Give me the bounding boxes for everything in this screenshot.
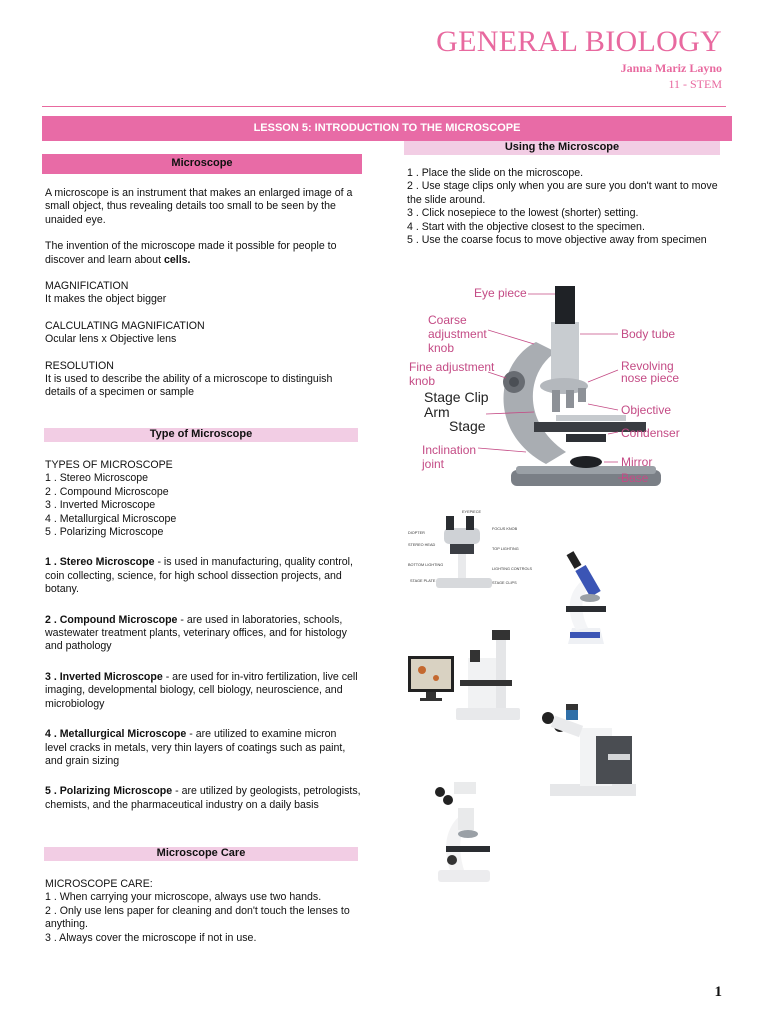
lesson-banner: LESSON 5: INTRODUCTION TO THE MICROSCOPE	[42, 116, 732, 141]
label-eye-piece: Eye piece	[474, 286, 527, 300]
resolution-title: RESOLUTION	[45, 359, 114, 372]
label-revolving-1: Revolving	[621, 359, 674, 373]
fine-knob-shape	[509, 377, 519, 387]
stereo-label-bottom-light: BOTTOM LIGHTING	[408, 563, 444, 567]
list-item: 2 . Only use lens paper for cleaning and don't touch the lenses to anything.	[45, 904, 350, 931]
stereo-label-focus: FOCUS KNOB	[492, 527, 518, 531]
metallurgical-microscope-image	[536, 702, 640, 800]
cells-emphasis: cells.	[163, 253, 191, 266]
types-title: TYPES OF MICROSCOPE	[45, 459, 173, 471]
care-title: MICROSCOPE CARE:	[45, 878, 153, 890]
page-number: 1	[714, 984, 722, 1000]
inverted-description: 3 . Inverted Microscope - are used for in-vitro fertilization, live cell imaging, developmental biology, cell biology, neuroscience, and microbiology	[45, 670, 358, 710]
care-list	[45, 891, 361, 945]
magnification-title: MAGNIFICATION	[45, 280, 129, 293]
document-title: GENERAL BIOLOGY	[436, 25, 722, 58]
invention-text: The invention of the microscope made it possible for people to discover and learn about cells.	[45, 240, 337, 266]
eyepiece-shape	[555, 286, 575, 324]
resolution-text: It is used to describe the ability of a microscope to distinguish details of a specimen or sample	[45, 373, 333, 399]
class-section: 11 - STEM	[668, 77, 722, 91]
list-item: 5 . Polarizing Microscope	[45, 526, 164, 539]
polarizing-description: 5 . Polarizing Microscope - are utilized by geologists, petrologists, chemists, and the pharmaceutical industry on a daily basis	[45, 785, 361, 811]
stereo-microscope-image	[406, 506, 533, 594]
label-objective: Objective	[621, 403, 672, 417]
using-heading: Using the Microscope	[404, 141, 720, 155]
using-steps	[407, 167, 723, 247]
label-condenser: Condenser	[621, 426, 680, 440]
calc-text: Ocular lens x Objective lens	[45, 333, 177, 346]
objective-shape	[578, 388, 586, 402]
label-mirror: Mirror	[621, 455, 653, 469]
microscope-heading: Microscope	[42, 154, 362, 174]
magnification-text: It makes the object bigger	[45, 293, 167, 306]
stereo-label-diopter: DIOPTER	[408, 531, 425, 535]
care-heading: Microscope Care	[44, 847, 358, 861]
label-stage: Stage	[449, 418, 486, 434]
label-inclination-2: joint	[422, 457, 445, 471]
inverted-microscope-image	[406, 628, 524, 724]
metallurgical-description: 4 . Metallurgical Microscope - are utilized to examine micron level cracks in metals, very thin layers of coatings such as paint, and grain sizing	[45, 728, 346, 767]
list-item: 3 . Click nosepiece to the lowest (shorter) setting.	[407, 207, 639, 220]
list-item: 4 . Metallurgical Microscope	[45, 512, 177, 525]
label-stage-clip: Stage Clip	[424, 389, 489, 405]
types-heading: Type of Microscope	[44, 428, 358, 442]
microscope-intro	[45, 187, 361, 400]
label-arm: Arm	[424, 404, 450, 420]
stereo-label-eyepiece: EYEPIECE	[462, 510, 481, 514]
label-revolving-2: nose piece	[621, 371, 680, 385]
polarizing-microscope-image	[428, 778, 498, 884]
label-body-tube: Body tube	[621, 327, 676, 341]
stereo-description: 1 . Stereo Microscope - is used in manufacturing, quality control, coin collecting, science, for high school dissection projects, and botany.	[45, 556, 353, 596]
list-item: 1 . Place the slide on the microscope.	[407, 167, 584, 179]
list-item: 2 . Use stage clips only when you are sure you don't want to move the slide around.	[407, 180, 718, 206]
objective-shape	[552, 390, 560, 412]
header-divider	[42, 106, 726, 107]
author-name: Janna Mariz Layno	[620, 61, 722, 75]
label-fine-2: knob	[409, 374, 436, 388]
list-item: 2 . Compound Microscope	[45, 485, 169, 498]
calc-title: CALCULATING MAGNIFICATION	[45, 319, 205, 332]
stereo-label-stereo-head: STEREO HEAD	[408, 543, 436, 547]
stereo-label-stage-plate: STAGE PLATE	[410, 579, 436, 583]
condenser-shape	[566, 434, 606, 442]
mirror-shape	[570, 456, 602, 468]
care-section	[45, 878, 361, 945]
list-item: 3 . Always cover the microscope if not in use.	[45, 931, 257, 944]
list-item: 5 . Use the coarse focus to move objective away from specimen	[407, 234, 707, 247]
stereo-label-light-ctrl: LIGHTING CONTROLS	[492, 567, 533, 571]
list-item: 1 . When carrying your microscope, always use two hands.	[45, 891, 322, 904]
types-list	[45, 472, 361, 539]
label-coarse-3: knob	[428, 341, 455, 355]
microscope-diagram	[406, 282, 686, 492]
stereo-label-top-light: TOP LIGHTING	[492, 547, 519, 551]
types-section	[45, 459, 361, 812]
list-item: 3 . Inverted Microscope	[45, 499, 156, 512]
objective-shape	[566, 390, 574, 408]
list-item: 1 . Stereo Microscope	[45, 472, 149, 485]
stereo-label-stage-clips: STAGE CLIPS	[492, 581, 517, 585]
list-item: 4 . Start with the objective closest to the specimen.	[407, 220, 645, 233]
definition-text: A microscope is an instrument that makes an enlarged image of a small object, thus revealing details too small to be seen by the unaided eye.	[45, 187, 353, 226]
body-tube-shape	[551, 322, 579, 382]
label-coarse-1: Coarse	[428, 313, 467, 327]
compound-microscope-image	[546, 548, 620, 654]
label-coarse-2: adjustment	[428, 327, 487, 341]
label-base: Base	[621, 471, 649, 485]
label-fine-1: Fine adjustment	[409, 360, 495, 374]
compound-description: 2 . Compound Microscope - are used in laboratories, schools, wastewater treatment plants, veterinary offices, and for histology and pathology	[45, 613, 347, 653]
slide-shape	[556, 415, 626, 421]
label-inclination-1: Inclination	[422, 443, 477, 457]
steps-list	[407, 167, 723, 247]
